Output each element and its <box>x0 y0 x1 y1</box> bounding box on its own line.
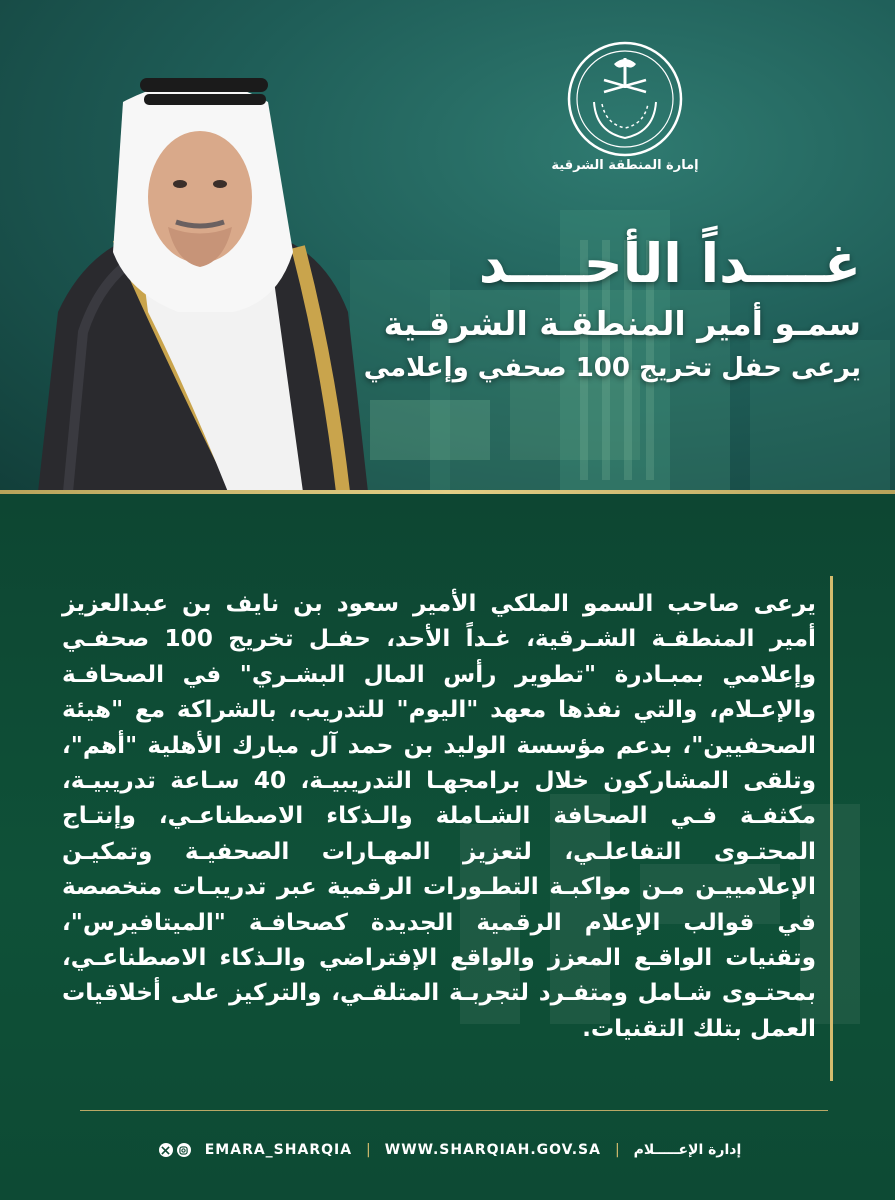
article-body: يرعى صاحب السمو الملكي الأمير سعود بن نايف بن عبدالعزيز أمير المنطقـة الشـرقية، غـداً الأحد، حفـل تخريج 100 صحفـي وإعلامي بمبـادرة "تطوير رأس المال البشـري" في الصحافـة والإعـلام، والتي نفذها معهد "اليوم" للتدريب، بالشراكة مع "هيئة الصحفيين"، بدعم مؤسسة الوليد بن حمد آل مبارك الأهلية "أهم"، وتلقى المشاركون خلال برامجهـا التدريبيـة، 40 سـاعة تدريبيـة، مكثفـة فـي الصحافة الشـاملة والـذكاء الاصطناعـي، وإنتـاج المحتـوى التفاعلـي، لتعزيز المهـارات الصحفيـة وتمكيـن الإعلامييـن مـن مواكبـة التطـورات الرقمية عبر تدريبـات متخصصة في قوالب الإعلام الرقمية الجديدة كصحافـة "الميتافيرس"، وتقنيات الواقـع المعزز والواقع الإفتراضي والـذكاء الاصطناعـي، بمحتـوى شـامل ومتفـرد لتجربـة المتلقـي، والتركيز على أخلاقيات العمل بتلك التقنيات. <box>62 590 817 1042</box>
footer-separator: | <box>614 1142 620 1158</box>
instagram-icon[interactable] <box>177 1143 191 1157</box>
prince-portrait <box>28 62 373 492</box>
text-accent-bar <box>830 576 833 1081</box>
social-handle[interactable]: EMARA_SHARQIA <box>204 1142 353 1158</box>
headline-title: سمـو أمير المنطقـة الشرقـية <box>383 304 861 343</box>
emblem-caption: إمارة المنطقة الشرقية <box>551 158 699 173</box>
social-icons <box>159 1143 191 1157</box>
hero-banner <box>0 0 895 492</box>
headline-subtitle: يرعى حفل تخريج 100 صحفي وإعلامي <box>363 353 861 383</box>
headline-date: غــــداً الأحــــد <box>478 232 861 295</box>
emirate-emblem <box>566 40 684 158</box>
website-link[interactable]: WWW.SHARQIAH.GOV.SA <box>384 1142 601 1158</box>
footer-rule <box>80 1110 828 1111</box>
department-label: إدارة الإعـــــلام <box>633 1142 742 1158</box>
x-icon[interactable] <box>159 1143 173 1157</box>
footer-separator: | <box>366 1142 371 1158</box>
footer <box>150 1138 750 1162</box>
article-section <box>0 494 895 1200</box>
